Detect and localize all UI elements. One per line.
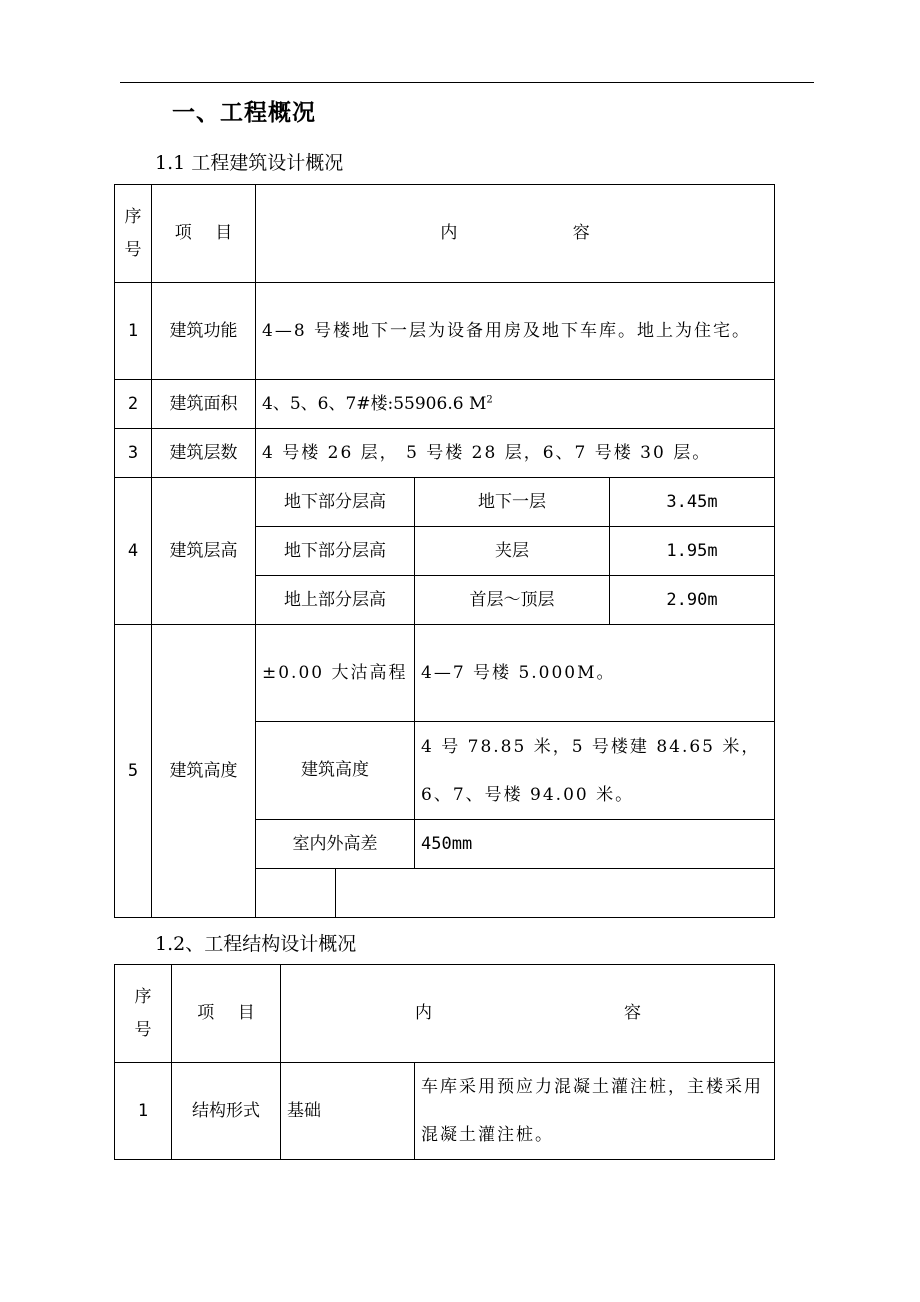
row-number: 4	[115, 478, 152, 625]
sub-height: 3.45m	[610, 478, 775, 527]
sub-label: 地上部分层高	[256, 576, 415, 625]
sub-label: 地下部分层高	[256, 478, 415, 527]
sub-label: 建筑高度	[256, 722, 415, 820]
table-header-row	[115, 965, 775, 1063]
header-seq: 序号	[115, 185, 152, 283]
row-content: 4 号楼 26 层， 5 号楼 28 层，6、7 号楼 30 层。	[256, 429, 775, 478]
table-row	[115, 625, 775, 722]
row-subitem: 基础	[281, 1063, 415, 1160]
header-rule	[120, 82, 814, 83]
sub-label: 室内外高差	[256, 820, 415, 869]
sub-height: 1.95m	[610, 527, 775, 576]
row-item: 建筑高度	[152, 625, 256, 918]
row-number: 1	[115, 1063, 172, 1160]
sub-value: 4—7 号楼 5.000M。	[415, 625, 775, 722]
row-item: 建筑层高	[152, 478, 256, 625]
row-number: 1	[115, 283, 152, 380]
header-seq: 序号	[115, 965, 172, 1063]
row-content: 4、5、6、7#楼:55906.6 $M^2$	[256, 380, 775, 429]
structure-table	[114, 964, 775, 1160]
empty-cell	[256, 869, 336, 918]
page-title: 一、工程概况	[172, 100, 316, 126]
sub-label: 地下部分层高	[256, 527, 415, 576]
section2-heading: 1.2、工程结构设计概况	[155, 933, 357, 955]
row-content: 车库采用预应力混凝土灌注桩，主楼采用混凝土灌注桩。	[415, 1063, 775, 1160]
table-row	[115, 1063, 775, 1160]
empty-cell	[336, 869, 775, 918]
row-number: 2	[115, 380, 152, 429]
row-item: 建筑功能	[152, 283, 256, 380]
sub-height: 2.90m	[610, 576, 775, 625]
table-header-row	[115, 185, 775, 283]
sub-floor: 首层～顶层	[415, 576, 610, 625]
sub-floor: 夹层	[415, 527, 610, 576]
header-item: 项 目	[152, 185, 256, 283]
section1-heading: 1.1 工程建筑设计概况	[155, 152, 344, 174]
table-row	[115, 478, 775, 527]
table-row	[115, 283, 775, 380]
header-content: 内 容	[281, 965, 775, 1063]
row-item: 建筑面积	[152, 380, 256, 429]
sub-value: 450mm	[415, 820, 775, 869]
table-row	[115, 380, 775, 429]
row-item: 结构形式	[172, 1063, 281, 1160]
table-row	[115, 429, 775, 478]
row-item: 建筑层数	[152, 429, 256, 478]
sub-value: 4 号 78.85 米，5 号楼建 84.65 米，6、7、号楼 94.00 米。	[415, 722, 775, 820]
row-content: 4—8 号楼地下一层为设备用房及地下车库。地上为住宅。	[256, 283, 775, 380]
header-content: 内 容	[256, 185, 775, 283]
architecture-table	[114, 184, 775, 918]
row-number: 5	[115, 625, 152, 918]
row-number: 3	[115, 429, 152, 478]
header-item: 项 目	[172, 965, 281, 1063]
sub-label: ±0.00 大沽高程	[256, 625, 415, 722]
sub-floor: 地下一层	[415, 478, 610, 527]
